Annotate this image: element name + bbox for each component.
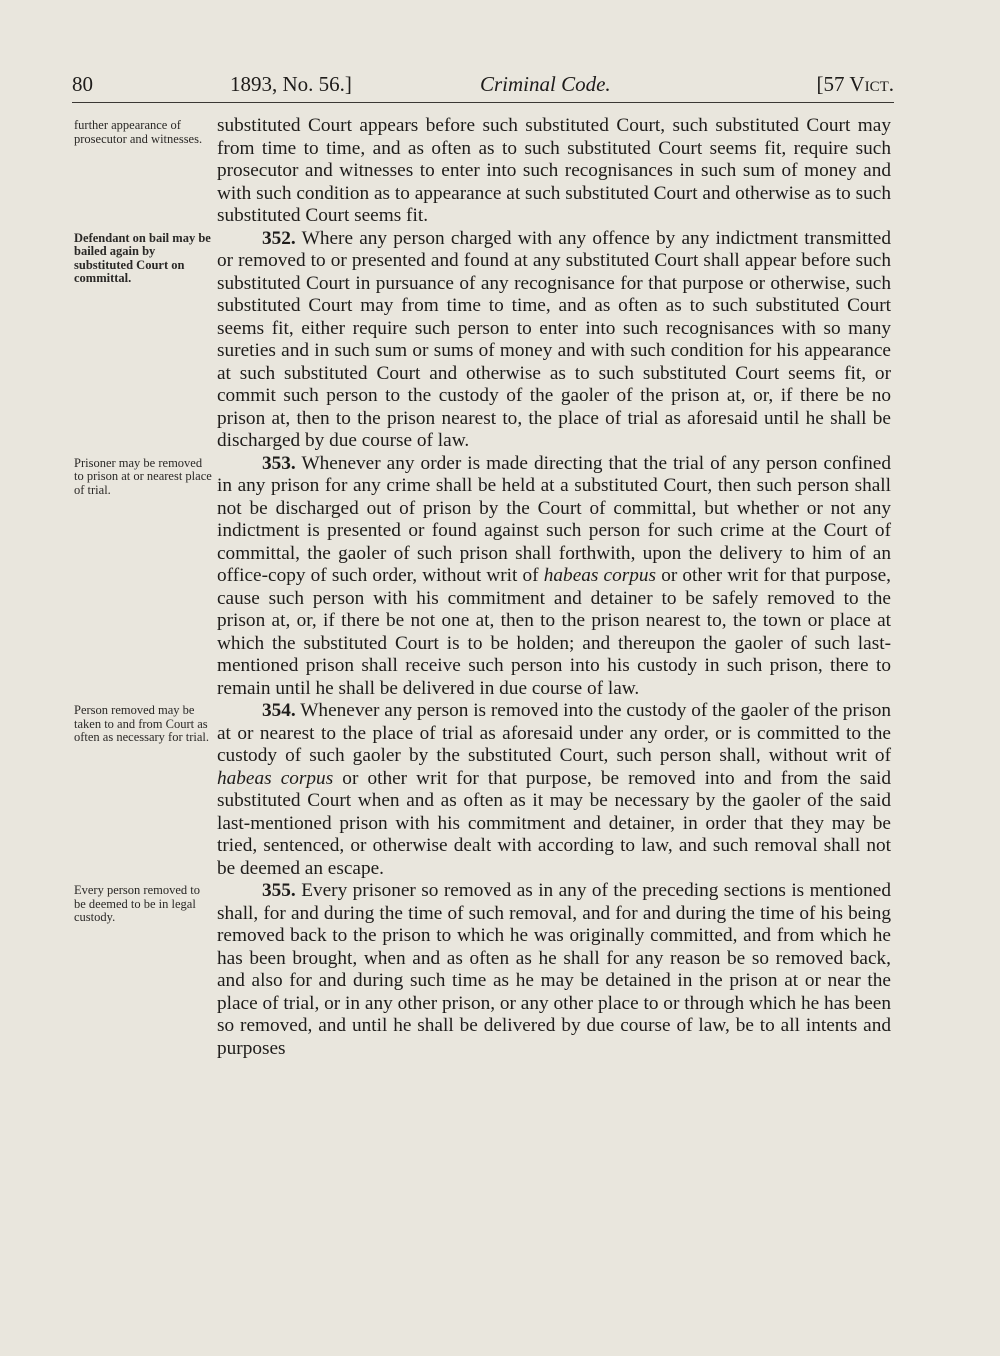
margin-note: Person removed may be taken to and from Court as often as necessary for trial. — [74, 703, 210, 744]
section-text — [217, 453, 891, 701]
page-number: 80 — [72, 72, 93, 96]
section-number: 354. — [262, 700, 296, 721]
margin-note: Every person removed to be deemed to be in legal custody. — [74, 883, 201, 924]
page-header — [72, 70, 894, 103]
section-body: Where any person charged with any offence by any indictment transmitted or removed to or presented and found at any substituted Court shall appear before such substituted Court in pursuance of any recognisance for that purpose or otherwise, such substituted Court may from time to time, and as often as to such substituted Court seems fit, either require such person to enter into such recognisances with so many sureties and in such sum or sums of money and with such condition for his appearance at such substituted Court and otherwise as to such substituted Court seems fit, or commit such person to the custody of the gaoler of the prison at, or, if there be no prison at, then to the prison nearest to, the place of trial as aforesaid until he shall be discharged by due course of law. — [217, 227, 891, 451]
section-353 — [74, 453, 900, 701]
section-text — [217, 880, 891, 1060]
regnal-year: [57 Vict. — [816, 72, 894, 96]
section-body: Whenever any person is removed into the custody of the gaoler of the prison at or nearest to the place of trial as aforesaid under any order, or is committed to the custody of such gaoler by the substituted Court, such person shall, without writ of — [217, 700, 891, 766]
section-text — [217, 700, 891, 880]
section-body: Every prisoner so removed as in any of the preceding sections is mentioned shall, for and during the time of such removal, and for and during the time of his being removed back to the prison to which he was originally committed, and from which he has been brought, when and as often as he shall for any reason be so removed back, and also for and during such time as he may be detained in the prison at or near the place of trial, or in any other prison, or any other place to or through which he has been so removed, and until he shall be delivered by due course of law, be to all intents and purposes — [217, 880, 892, 1059]
margin-note: Prisoner may be removed to prison at or nearest place of trial. — [74, 455, 212, 497]
section-number: 352. — [262, 227, 296, 249]
section-text — [217, 115, 891, 228]
section-number: 353. — [262, 452, 296, 474]
section-body-continued: or other writ for that purpose, cause such person with his commitment and detainer to be safely removed to the prison at, or, if there be not one at, then to the prison nearest to, the town or place at which the substituted Court is to be holden; and thereupon the gaoler of such last-mentioned prison shall receive such person into his custody in such prison, there to remain until he shall be delivered in due course of law. — [217, 565, 891, 699]
page-body — [74, 115, 900, 1060]
section-body: substituted Court appears before such substituted Court, such substituted Court may from time to time, and as often as to such substituted Court seems fit, require such prosecutor and witnesses to enter into such recognisances in such sum of money and with such condition as to appearance at such substituted Court and otherwise as to such substituted Court seems fit. — [217, 115, 891, 226]
section-body-continued: or other writ for that purpose, be removed into and from the said substituted Court when and as often as it may be necessary by the gaoler of the said last-mentioned prison with his commitment and detainer, in order that they may be tried, sentenced, or otherwise dealt with according to law, and such removal shall not be deemed an escape. — [217, 767, 891, 879]
margin-note: further appearance of prosecutor and witnesses. — [74, 118, 203, 146]
running-title: Criminal Code. — [480, 72, 611, 96]
section-354 — [74, 700, 900, 880]
section-continuation — [74, 115, 900, 228]
italic-term: habeas corpus — [543, 565, 657, 586]
section-body: Whenever any order is made directing that the trial of any person confined in any prison for any crime shall be held at a substituted Court, then such person shall not be discharged out of prison by the Court of committal, but whether or not any indictment is presented or found against such person for such crime at the Court of committal, the gaoler of such prison shall forthwith, upon the delivery to him of an office-copy of such order, without writ of — [217, 452, 891, 586]
act-reference: 1893, No. 56.] — [230, 72, 352, 96]
margin-note: Defendant on bail may be bailed again by substituted Court on committal. — [74, 230, 211, 285]
section-text — [217, 228, 891, 453]
italic-term: habeas corpus — [217, 767, 334, 789]
section-number: 355. — [262, 880, 296, 901]
section-355 — [74, 880, 900, 1060]
section-352 — [74, 228, 900, 453]
